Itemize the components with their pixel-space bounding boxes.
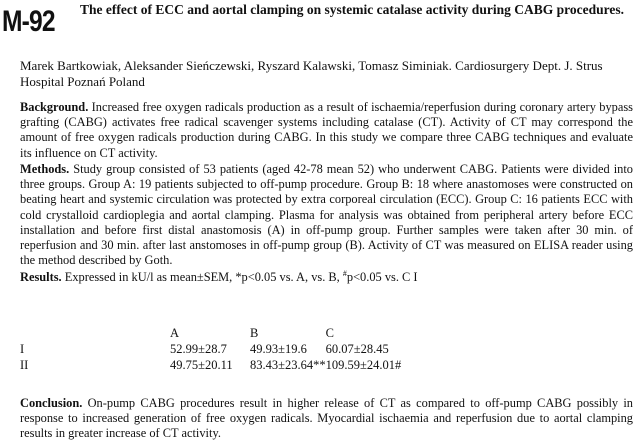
methods-heading: Methods.: [20, 162, 70, 176]
results-text-end: p<0.05 vs. C I: [346, 270, 418, 284]
results-heading: Results.: [20, 270, 62, 284]
methods-section: [20, 162, 633, 268]
table-header-cell: A: [170, 326, 180, 340]
abstract-title: The effect of ECC and aortal clamping on systemic catalase activity during CABG procedures.: [80, 2, 624, 17]
table-cell: 60.07±28.45: [325, 342, 389, 356]
results-table: [20, 326, 446, 374]
results-text: Expressed in kU/l as mean±SEM, *p<0.05 vs. A, vs. B,: [61, 270, 343, 284]
background-heading: Background.: [20, 100, 89, 114]
table-cell: 109.59±24.01#: [325, 358, 402, 372]
table-header-row: [20, 326, 446, 342]
table-header-cell: C: [325, 326, 334, 340]
table-row: [20, 358, 446, 374]
table-header-cell: B: [250, 326, 259, 340]
table-cell: 49.93±19.6: [250, 342, 307, 356]
conclusion-section: [20, 396, 633, 442]
results-section: [20, 270, 633, 285]
results-sup: #: [342, 268, 347, 278]
table-cell: 52.99±28.7: [170, 342, 227, 356]
methods-text: Study group consisted of 53 patients (aged 42-78 mean 52) who underwent CABG. Patients were divided into three groups. Group A: 19 patients subjected to off-pump procedure. Group B: 18 where anastomoses were constructed on beating heart and systemic circulation was protected by extra corporeal circulation (ECC). Group C: 16 patients ECC with cold crystalloid cardioplegia and aortal clamping. Plasma for analysis was obtained from peripheral artery before ECC installation and before first distal anastomosis (A) in off-pump group. Further samples were taken after 30 min. of reperfusion and 30 min. after last anstomoses in off-pump group (B). Activity of CT was measured on ELISA reader using the method described by Goth.: [20, 162, 633, 268]
table-cell: 49.75±20.11: [170, 358, 233, 372]
table-row: [20, 342, 446, 358]
table-cell: 83.43±23.64**: [250, 358, 326, 372]
conclusion-text: On-pump CABG procedures result in higher release of CT as compared to off-pump CABG possibly in response to increased generation of free oxygen radicals. Myocardial ischaemia and reperfusion due to aortal clamping results in greater increase of CT activity.: [20, 396, 633, 441]
conclusion-heading: Conclusion.: [20, 396, 83, 410]
table-header-cell: [20, 326, 170, 342]
background-text: Increased free oxygen radicals production as a result of ischaemia/reperfusion during coronary artery bypass grafting (CABG) activates free radical scavenger systems including catalase (CT). Activity of CT may correspond the amount of free oxygen radicals production during CABG. In this study we compare three CABG techniques and evaluate its influence on CT activity.: [20, 100, 633, 160]
abstract-code: M-92: [2, 5, 55, 38]
authors-affiliation: Marek Bartkowiak, Aleksander Sieńczewski, Ryszard Kalawski, Tomasz Siminiak. Cardiosurgery Dept. J. Strus Hospital Poznań Poland: [20, 58, 603, 89]
background-section: [20, 100, 633, 161]
table-cell: I: [20, 342, 25, 356]
table-cell: II: [20, 358, 29, 372]
